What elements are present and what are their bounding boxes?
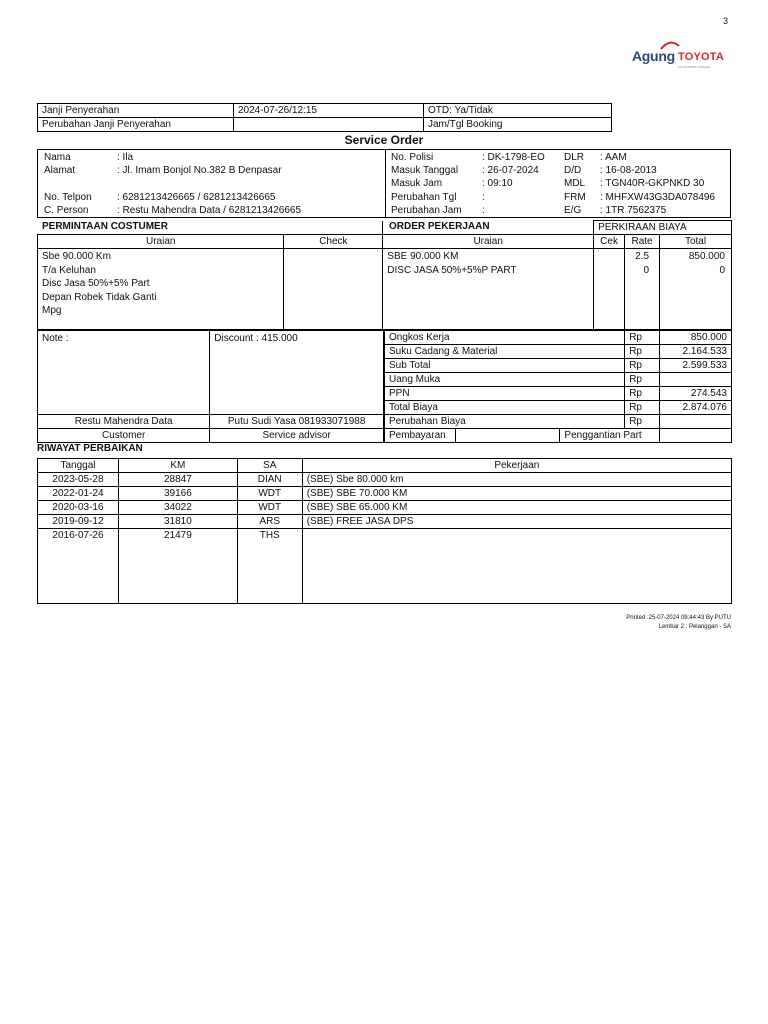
cost-value: 2.874.076 (660, 401, 732, 415)
info-divider (385, 150, 386, 217)
history-pekerjaan: (SBE) FREE JASA DPS (302, 515, 731, 529)
discount-text: Discount : 415.000 (214, 333, 298, 344)
otd-label: OTD: Ya/Tidak (424, 104, 612, 118)
history-sa: ARS (237, 515, 302, 529)
history-pekerjaan: (SBE) SBE 65.000 KM (302, 501, 731, 515)
janji-table (37, 103, 612, 132)
permintaan-line: Sbe 90.000 Km (42, 251, 111, 262)
masuk-jam-label: Masuk Jam (391, 178, 443, 189)
permintaan-line: Mpg (42, 305, 62, 316)
cost-currency: Rp (625, 401, 660, 415)
permintaan-line: T/a Keluhan (42, 264, 96, 276)
penggantian-label: Penggantian Part (560, 429, 660, 443)
cost-label: Sub Total (385, 359, 625, 373)
history-table (37, 458, 732, 604)
history-km: 39166 (118, 487, 237, 501)
person-label: C. Person (44, 205, 89, 216)
history-sa: WDT (237, 501, 302, 515)
page-number: 3 (723, 16, 729, 26)
perubahan-janji-label: Perubahan Janji Penyerahan (38, 118, 234, 132)
cost-currency: Rp (625, 387, 660, 401)
history-row (38, 515, 732, 529)
note-cell (38, 331, 210, 415)
col-uraian: Uraian (38, 235, 284, 249)
cost-row (385, 415, 732, 429)
rate-value: 2.5 (635, 251, 650, 262)
frm-label: FRM (564, 192, 586, 203)
riwayat-heading: RIWAYAT PERBAIKAN (37, 443, 143, 454)
col-check: Check (284, 235, 383, 249)
perubahan-tgl-label: Perubahan Tgl (391, 192, 457, 203)
cost-value: 850.000 (660, 331, 732, 345)
cost-label: Perubahan Biaya (385, 415, 625, 429)
cost-value: 2.599.533 (660, 359, 732, 373)
cost-label: PPN (385, 387, 625, 401)
customer-vehicle-box (37, 149, 731, 218)
logo-toyota-text: TOYOTA (678, 51, 725, 63)
telpon-value: : 6281213426665 / 6281213426665 (117, 192, 276, 203)
alamat-label: Alamat (44, 165, 76, 176)
col-cek: Cek (594, 235, 625, 249)
pembayaran-value (455, 429, 559, 443)
note-label: Note : (42, 333, 69, 344)
advisor-signature-name: Putu Sudi Yasa 081933071988 (210, 415, 384, 429)
cost-label: Total Biaya (385, 401, 625, 415)
discount-cell (210, 331, 384, 415)
history-row (38, 501, 732, 515)
history-km: 34022 (118, 501, 237, 515)
masuk-tanggal-value: : 26-07-2024 (482, 165, 539, 176)
cost-row (385, 387, 732, 401)
history-tanggal: 2020-03-16 (38, 501, 119, 515)
cost-row (385, 373, 732, 387)
nama-label: Nama (44, 152, 71, 163)
history-row (38, 487, 732, 501)
eg-label: E/G (564, 205, 582, 216)
telpon-label: No. Telpon (44, 192, 92, 203)
cek-cell (594, 249, 625, 330)
history-km: 31810 (118, 515, 237, 529)
total-value: 850.000 (688, 251, 725, 262)
cost-label: Ongkos Kerja (385, 331, 625, 345)
col-total: Total (660, 235, 732, 249)
cost-currency: Rp (625, 331, 660, 345)
cost-currency: Rp (625, 345, 660, 359)
frm-value: : MHFXW43G3DA078496 (600, 192, 716, 203)
dlr-label: DLR (564, 152, 585, 163)
history-sa: THS (237, 529, 302, 604)
col-sa: SA (237, 459, 302, 473)
dd-value: : 16-08-2013 (600, 165, 657, 176)
cost-value (660, 415, 732, 429)
col-km: KM (118, 459, 237, 473)
janji-label: Janji Penyerahan (38, 104, 234, 118)
cost-value: 2.164.533 (660, 345, 732, 359)
cost-currency: Rp (625, 359, 660, 373)
perubahan-janji-value (234, 118, 424, 132)
history-km: 21479 (118, 529, 237, 604)
history-sa: DIAN (237, 473, 302, 487)
eg-value: : 1TR 7562375 (600, 205, 667, 216)
cost-currency: Rp (625, 415, 660, 429)
history-tanggal: 2023-05-28 (38, 473, 119, 487)
cost-value: 274.543 (660, 387, 732, 401)
history-tanggal: 2022-01-24 (38, 487, 119, 501)
mdl-label: MDL (564, 178, 586, 189)
total-value: 0 (719, 264, 725, 276)
booking-label: Jam/Tgl Booking (424, 118, 612, 132)
dd-label: D/D (564, 165, 582, 176)
service-order-title: Service Order (344, 133, 424, 147)
cost-row (385, 359, 732, 373)
col-rate: Rate (625, 235, 660, 249)
dlr-value: : AAM (600, 152, 627, 163)
cost-row (385, 331, 732, 345)
col-pekerjaan: Pekerjaan (302, 459, 731, 473)
masuk-tanggal-label: Masuk Tanggal (391, 165, 459, 176)
agung-toyota-logo (632, 40, 732, 72)
printed-text: Printed :25-07-2024 09:44:43 By PUTU (626, 615, 731, 621)
advisor-signature-label: Service advisor (210, 429, 384, 443)
cost-row (385, 401, 732, 415)
rate-cell (625, 249, 660, 330)
polisi-value: : DK-1798-EO (482, 152, 545, 163)
perubahan-tgl-value: : (482, 192, 485, 203)
nama-value: : Ila (117, 152, 134, 163)
lembar-text: Lembar 2 : Pelanggan - SA (658, 624, 731, 630)
order-cell (383, 249, 594, 330)
permintaan-line: Depan Robek Tidak Ganti (42, 291, 157, 303)
cost-row (385, 345, 732, 359)
person-value: : Restu Mahendra Data / 6281213426665 (117, 205, 302, 216)
order-heading: ORDER PEKERJAAN (389, 221, 490, 232)
customer-signature-label: Customer (38, 429, 210, 443)
col-tanggal: Tanggal (38, 459, 119, 473)
work-table (37, 220, 732, 330)
mdl-value: : TGN40R-GKPNKD 30 (600, 178, 705, 189)
history-km: 28847 (118, 473, 237, 487)
permintaan-heading: PERMINTAAN COSTUMER (42, 221, 168, 232)
history-pekerjaan: (SBE) SBE 70.000 KM (302, 487, 731, 501)
print-info (626, 614, 731, 632)
cost-label: Suku Cadang & Material (385, 345, 625, 359)
customer-signature-name: Restu Mahendra Data (38, 415, 210, 429)
history-pekerjaan: (SBE) Sbe 80.000 km (302, 473, 731, 487)
perubahan-jam-label: Perubahan Jam (391, 205, 462, 216)
total-cell (660, 249, 732, 330)
history-pekerjaan (302, 529, 731, 604)
penggantian-value (660, 429, 732, 443)
cost-label: Uang Muka (385, 373, 625, 387)
permintaan-cell (38, 249, 284, 330)
rate-value: 0 (643, 264, 650, 276)
logo-agung-text: Agung (632, 48, 675, 64)
perkiraan-heading: PERKIRAAN BIAYA (594, 221, 732, 235)
alamat-value: : Jl. Imam Bonjol No.382 B Denpasar (117, 165, 282, 176)
cost-table (384, 330, 732, 429)
payment-table (384, 428, 732, 443)
polisi-label: No. Polisi (391, 152, 434, 163)
history-tanggal: 2016-07-26 (38, 529, 119, 604)
col-uraian-order: Uraian (383, 235, 594, 249)
perubahan-jam-value: : (482, 205, 485, 216)
history-row (38, 529, 732, 604)
order-line: SBE 90.000 KM (387, 251, 459, 262)
janji-value: 2024-07-26/12:15 (234, 104, 424, 118)
order-line: DISC JASA 50%+5%P PART (387, 264, 517, 276)
history-row (38, 473, 732, 487)
note-signature-table (37, 330, 384, 443)
check-cell (284, 249, 383, 330)
logo-tagline: AUTHORIZED DEALER (678, 65, 711, 69)
history-sa: WDT (237, 487, 302, 501)
cost-currency: Rp (625, 373, 660, 387)
cost-value (660, 373, 732, 387)
permintaan-line: Disc Jasa 50%+5% Part (42, 278, 150, 289)
history-tanggal: 2019-09-12 (38, 515, 119, 529)
pembayaran-label: Pembayaran (385, 429, 456, 443)
masuk-jam-value: : 09:10 (482, 178, 513, 189)
